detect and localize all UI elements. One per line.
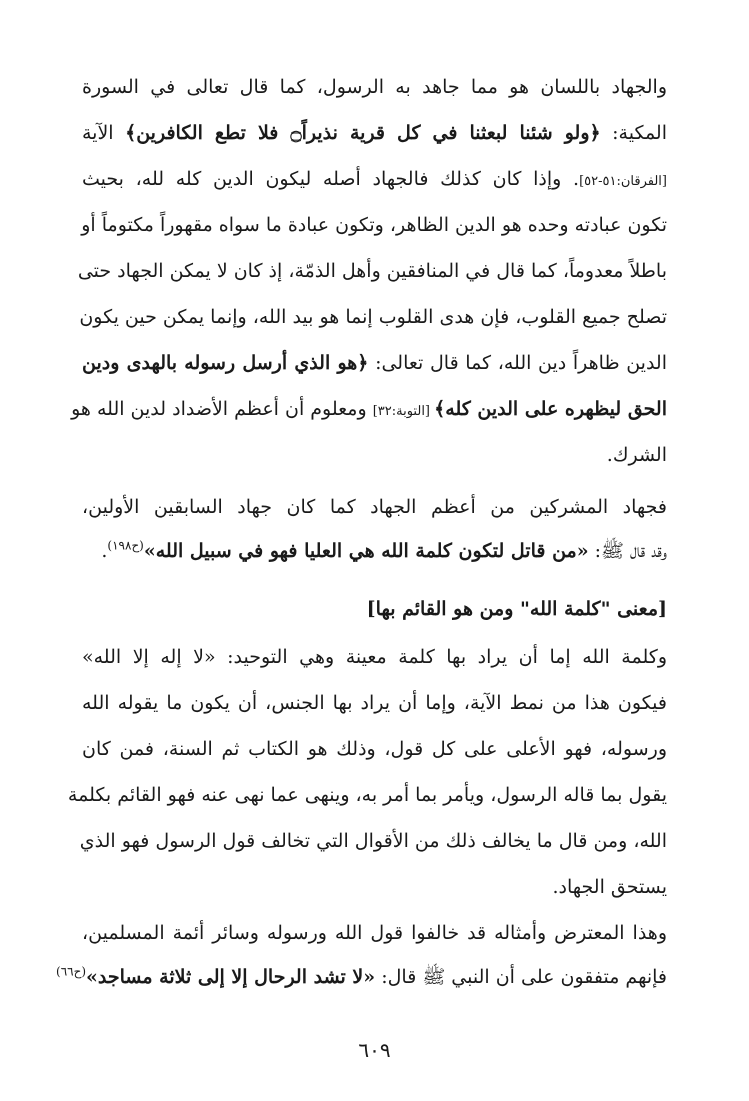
- text: المكية:: [600, 122, 667, 144]
- para1-line-7: [82, 348, 667, 378]
- page-number: ٦٠٩: [358, 1038, 391, 1062]
- text: تكون عبادته وحده هو الدين الظاهر، وتكون عبادة ما سواه مقهوراً مكتوماً أو: [81, 214, 667, 236]
- text: الله، ومن قال ما يخالف ذلك من الأقوال التي تخالف قول الرسول فهو الذي: [79, 830, 667, 852]
- quran-verse: الحق ليظهره على الدين كله﴾: [434, 398, 667, 420]
- text: فإنهم متفقون على أن النبي ﷺ قال:: [375, 966, 667, 988]
- quran-verse: ﴿ولو شئنا لبعثنا في كل قرية نذيراً۝ فلا تطع الكافرين﴾: [125, 122, 601, 144]
- para1-line-4: [82, 210, 667, 240]
- text: ورسوله، فهو الأعلى على كل قول، وذلك هو الكتاب ثم السنة، فمن كان: [82, 738, 667, 760]
- para1-line-5: [77, 256, 667, 286]
- text: . وإذا كان كذلك فالجهاد أصله ليكون الدين كله لله، بحيث: [82, 168, 580, 190]
- text: يستحق الجهاد.: [552, 876, 667, 898]
- quran-verse: ﴿هو الذي أرسل رسوله بالهدى ودين: [82, 352, 369, 374]
- para2-line-1: [82, 492, 667, 522]
- text: فيكون هذا من نمط الآية، وإما أن يراد بها الجنس، أن يكون ما يقوله الله: [82, 692, 667, 714]
- para3-line-2: [82, 688, 667, 718]
- para4-line-1: [82, 918, 667, 948]
- text: يقول بما قاله الرسول، ويأمر بما أمر به، وينهى عما نهى عنه فهو القائم بكلمة: [67, 784, 667, 806]
- section-heading: [82, 594, 667, 624]
- text: وقد قال ﷺ:: [588, 540, 667, 562]
- para3-line-1: [82, 642, 667, 672]
- verse-reference: [الفرقان:٥١-٥٢]: [579, 174, 667, 189]
- text: الآية: [82, 122, 126, 144]
- para3-line-4: [67, 780, 667, 810]
- para3-line-3: [82, 734, 667, 764]
- hadith-quote: «من قاتل لتكون كلمة الله هي العليا فهو في سبيل الله»: [143, 540, 589, 562]
- para2-line-2: [82, 536, 667, 566]
- text: الدين ظاهراً دين الله، كما قال تعالى:: [368, 352, 668, 374]
- hadith-quote: «لا تشد الرحال إلا إلى ثلاثة مساجد»: [86, 966, 376, 988]
- text: وهذا المعترض وأمثاله قد خالفوا قول الله ورسوله وسائر أئمة المسلمين،: [82, 922, 667, 944]
- text: باطلاً معدوماً، كما قال في المنافقين وأهل الذمّة، إذ كان لا يمكن الجهاد حتى: [77, 260, 667, 282]
- text: الشرك.: [606, 444, 667, 466]
- para1-line-1: [82, 72, 667, 102]
- text: تصلح جميع القلوب، فإن هدى القلوب إنما هو بيد الله، وإنما يمكن حين يكون: [79, 306, 667, 328]
- para1-line-6: [79, 302, 667, 332]
- para1-line-9: [82, 440, 667, 470]
- text: فجهاد المشركين من أعظم الجهاد كما كان جهاد السابقين الأولين،: [82, 496, 667, 518]
- para1-line-3: [82, 164, 667, 194]
- text: .: [101, 540, 108, 562]
- text: ومعلوم أن أعظم الأضداد لدين الله هو: [71, 398, 373, 420]
- heading-text: [معنى "كلمة الله" ومن هو القائم بها]: [366, 598, 667, 620]
- para3-line-6: [82, 872, 667, 902]
- para3-line-5: [79, 826, 667, 856]
- para1-line-8: [71, 394, 667, 424]
- text: وكلمة الله إما أن يراد بها كلمة معينة وهي التوحيد: «لا إله إلا الله»: [82, 646, 667, 668]
- text: والجهاد باللسان هو مما جاهد به الرسول، كما قال تعالى في السورة: [82, 76, 667, 98]
- verse-reference: [التوبة:٣٢]: [372, 404, 435, 419]
- hadith-reference: (ح١٩٨): [107, 538, 144, 553]
- para4-line-2: [56, 962, 667, 992]
- hadith-reference: (ح٦٦): [56, 964, 87, 979]
- para1-line-2: [82, 118, 667, 148]
